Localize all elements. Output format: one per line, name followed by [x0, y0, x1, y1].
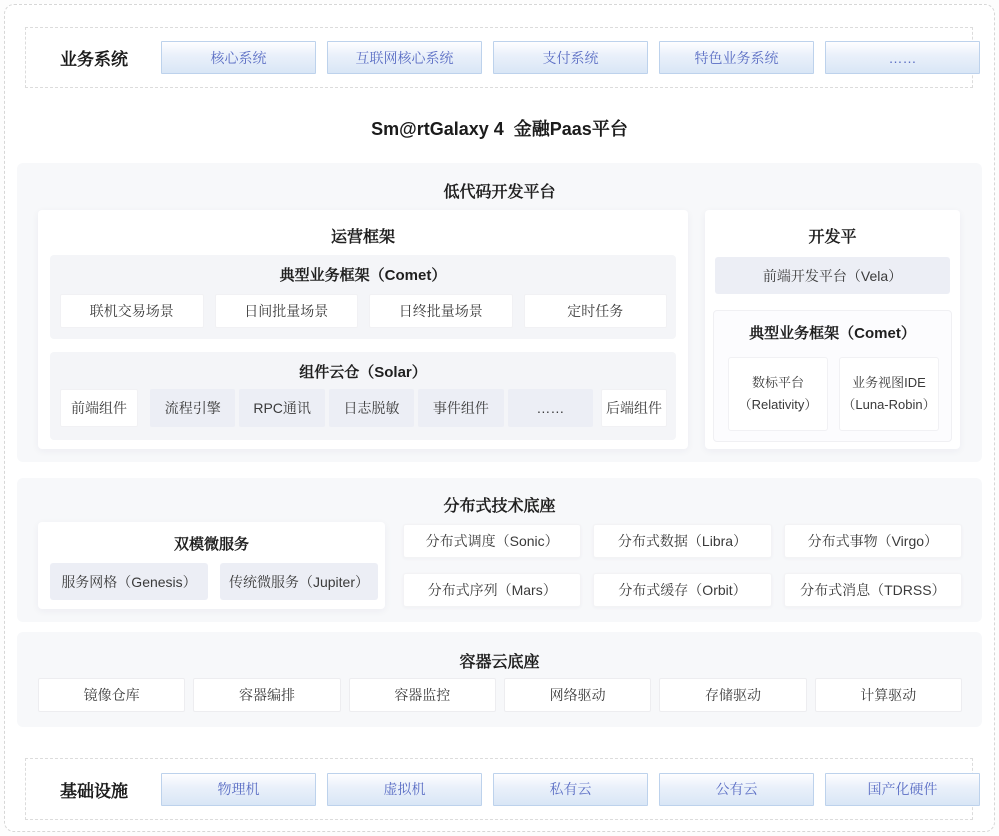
dev-box-relativity-name: 数标平台	[751, 374, 804, 390]
business-system-button-special: 特色业务系统	[659, 41, 814, 74]
infrastructure-button-group	[161, 773, 980, 806]
infrastructure-button-public-cloud: 公有云	[659, 773, 814, 806]
comet-framework-title: 典型业务框架（Comet）	[279, 267, 447, 284]
solar-box-frontend: 前端组件	[60, 389, 138, 427]
container-box-orchestration: 容器编排	[193, 678, 340, 712]
dual-mode-chip-row	[50, 563, 378, 600]
dev-comet-card	[713, 310, 952, 442]
business-systems-row	[25, 27, 973, 88]
distributed-grid	[403, 524, 962, 607]
business-systems-label: 业务系统	[60, 50, 128, 69]
infrastructure-button-domestic-hw: 国产化硬件	[825, 773, 980, 806]
solar-warehouse-title: 组件云仓（Solar）	[299, 364, 427, 381]
distributed-box-orbit: 分布式缓存（Orbit）	[593, 573, 771, 607]
infrastructure-label: 基础设施	[60, 781, 128, 801]
business-systems-button-group	[161, 41, 980, 74]
dual-mode-microservice-card	[38, 522, 385, 609]
distributed-section-title: 分布式技术底座	[443, 498, 556, 515]
distributed-box-libra: 分布式数据（Libra）	[593, 524, 771, 558]
container-box-network-driver: 网络驱动	[504, 678, 651, 712]
solar-chip-event: 事件组件	[418, 389, 503, 427]
container-box-compute-driver: 计算驱动	[815, 678, 962, 712]
infrastructure-button-private-cloud: 私有云	[493, 773, 648, 806]
container-box-row	[38, 678, 962, 712]
business-system-button-payment: 支付系统	[493, 41, 648, 74]
dual-mode-chip-genesis: 服务网格（Genesis）	[50, 563, 208, 600]
solar-chip-more: ……	[508, 389, 593, 427]
solar-chip-group	[150, 389, 593, 427]
dev-box-luna-robin	[839, 357, 939, 431]
comet-scenario-row	[60, 294, 667, 328]
vela-frontend-platform-chip: 前端开发平台（Vela）	[715, 257, 950, 294]
distributed-section	[17, 478, 982, 622]
solar-component-row	[60, 389, 667, 427]
business-system-button-internet-core: 互联网核心系统	[327, 41, 482, 74]
comet-box-timed-task: 定时任务	[524, 294, 668, 328]
lowcode-section	[17, 163, 982, 462]
comet-box-online-trade: 联机交易场景	[60, 294, 204, 328]
container-section-title: 容器云底座	[459, 654, 540, 671]
business-system-button-core: 核心系统	[161, 41, 316, 74]
solar-chip-rpc: RPC通讯	[239, 389, 324, 427]
dual-mode-title: 双模微服务	[173, 536, 249, 553]
comet-box-eod-batch: 日终批量场景	[369, 294, 513, 328]
solar-chip-process-engine: 流程引擎	[150, 389, 235, 427]
container-box-storage-driver: 存储驱动	[659, 678, 806, 712]
dev-platform-card	[705, 210, 960, 449]
distributed-box-mars: 分布式序列（Mars）	[403, 573, 581, 607]
dev-box-relativity-code: （Relativity）	[738, 397, 818, 412]
operation-framework-card	[38, 210, 688, 449]
comet-box-daytime-batch: 日间批量场景	[215, 294, 359, 328]
dual-mode-chip-jupiter: 传统微服务（Jupiter）	[220, 563, 378, 600]
solar-chip-log-masking: 日志脱敏	[329, 389, 414, 427]
distributed-box-sonic: 分布式调度（Sonic）	[403, 524, 581, 558]
dev-comet-row	[728, 357, 939, 431]
dev-platform-title: 开发平	[808, 229, 857, 246]
container-box-monitoring: 容器监控	[349, 678, 496, 712]
dev-box-luna-robin-name: 业务视图IDE	[852, 374, 926, 390]
infrastructure-row	[25, 758, 973, 820]
container-box-image-repo: 镜像仓库	[38, 678, 185, 712]
infrastructure-button-physical: 物理机	[161, 773, 316, 806]
dev-comet-title: 典型业务框架（Comet）	[749, 325, 916, 342]
platform-title: Sm@rtGalaxy 4 金融Paas平台	[371, 119, 628, 139]
solar-warehouse-card	[50, 352, 676, 440]
lowcode-section-title: 低代码开发平台	[443, 184, 556, 201]
solar-box-backend: 后端组件	[601, 389, 667, 427]
distributed-box-tdrss: 分布式消息（TDRSS）	[784, 573, 962, 607]
dev-box-luna-robin-code: （Luna-Robin）	[842, 397, 936, 412]
business-system-button-more: ……	[825, 41, 980, 74]
container-section	[17, 632, 982, 727]
comet-framework-card	[50, 255, 676, 339]
operation-framework-title: 运营框架	[330, 229, 395, 246]
dev-box-relativity	[728, 357, 828, 431]
distributed-box-virgo: 分布式事物（Virgo）	[784, 524, 962, 558]
infrastructure-button-vm: 虚拟机	[327, 773, 482, 806]
